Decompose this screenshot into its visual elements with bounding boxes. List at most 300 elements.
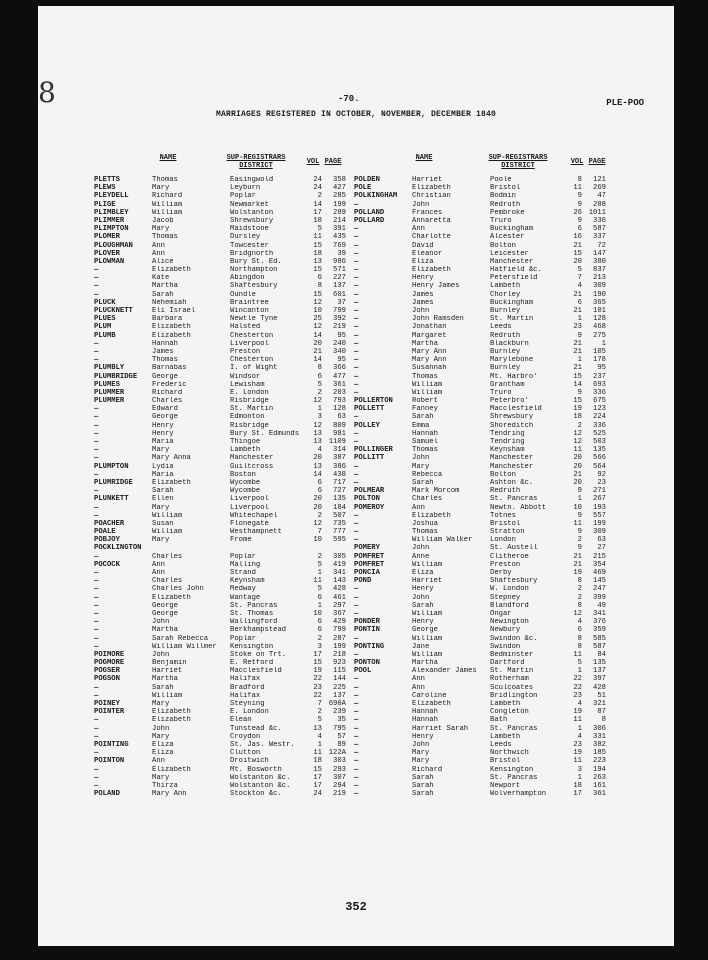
- entry-forename: William: [152, 511, 183, 520]
- entry-row: [354, 626, 614, 634]
- entry-district: Lewisham: [230, 380, 265, 389]
- entry-surname: —: [94, 634, 99, 643]
- entry-row: [354, 766, 614, 774]
- entry-volume: 21: [573, 307, 582, 315]
- entry-district: London: [490, 536, 516, 545]
- entry-volume: 17: [313, 781, 322, 790]
- entry-forename: Mary: [152, 184, 170, 193]
- entry-page: 1109: [328, 438, 346, 446]
- entry-page: 137: [333, 282, 346, 291]
- entry-district: Bolton: [490, 470, 516, 479]
- entry-volume: 7: [317, 528, 322, 537]
- entry-row: [94, 684, 354, 692]
- entry-surname: —: [354, 634, 359, 643]
- entry-row: [94, 749, 354, 757]
- entry-surname: POIMORE: [94, 650, 125, 659]
- entry-volume: 17: [313, 773, 322, 782]
- entry-surname: PLIMPTON: [94, 225, 129, 234]
- entry-surname: —: [94, 503, 99, 512]
- entry-page: 23: [597, 478, 606, 487]
- entry-volume: 1: [317, 569, 322, 577]
- entry-forename: Jacob: [152, 216, 174, 225]
- entry-district: E. Retford: [230, 659, 274, 668]
- entry-row: [94, 315, 354, 323]
- entry-volume: 6: [317, 274, 322, 283]
- entry-volume: 15: [313, 765, 322, 774]
- entry-surname: —: [94, 421, 99, 430]
- entry-volume: 1: [577, 667, 582, 676]
- entry-surname: —: [94, 577, 99, 586]
- entry-district: Preston: [490, 560, 521, 569]
- entry-page: 477: [333, 372, 346, 381]
- entry-forename: Sarah: [152, 290, 174, 299]
- entry-volume: 11: [313, 749, 322, 758]
- entry-district: Kensington: [490, 765, 534, 774]
- entry-row: [354, 487, 614, 495]
- entry-volume: 2: [577, 421, 582, 430]
- entry-page: 557: [593, 511, 606, 520]
- entry-page: 190: [593, 290, 606, 299]
- entry-forename: Charles John: [152, 585, 204, 594]
- entry-forename: Ellen: [152, 495, 174, 504]
- entry-surname: —: [94, 569, 99, 577]
- entry-volume: 1: [317, 740, 322, 749]
- entry-page: 223: [593, 757, 606, 766]
- entry-page: 427: [333, 184, 346, 193]
- entry-volume: 23: [573, 323, 582, 332]
- entry-surname: —: [94, 724, 99, 733]
- entry-forename: William: [152, 528, 183, 537]
- right-header-vol: VOL: [570, 158, 584, 166]
- entry-forename: Thomas: [412, 446, 438, 455]
- entry-row: [94, 463, 354, 471]
- entry-surname: POLLARD: [354, 216, 385, 225]
- entry-forename: Martha: [152, 282, 178, 291]
- entry-forename: Edward: [152, 405, 178, 414]
- entry-district: Leeds: [490, 323, 512, 332]
- entry-page: 137: [333, 691, 346, 700]
- entry-page: 95: [597, 364, 606, 373]
- entry-forename: Henry: [152, 429, 174, 438]
- entry-surname: —: [354, 749, 359, 758]
- entry-forename: William: [412, 650, 443, 659]
- entry-row: [94, 544, 354, 552]
- entry-district: Mt. Bosworth: [230, 765, 282, 774]
- entry-volume: 1: [577, 356, 582, 365]
- entry-forename: Sarah: [412, 781, 434, 790]
- entry-page: 199: [593, 519, 606, 528]
- entry-district: St. Thomas: [230, 609, 274, 618]
- entry-volume: 11: [573, 757, 582, 766]
- entry-row: [94, 733, 354, 741]
- entry-district: Poplar: [230, 634, 256, 643]
- entry-volume: 11: [573, 716, 582, 725]
- entry-row: [94, 536, 354, 544]
- entry-surname: PLUMRIDGE: [94, 478, 133, 487]
- entry-forename: William: [412, 388, 443, 397]
- entry-page: 337: [593, 233, 606, 242]
- entry-surname: —: [354, 413, 359, 422]
- entry-surname: —: [354, 519, 359, 528]
- entry-surname: —: [354, 724, 359, 733]
- entry-page: 585: [593, 634, 606, 643]
- entry-volume: 19: [573, 569, 582, 577]
- entry-surname: —: [354, 315, 359, 324]
- entry-surname: —: [94, 290, 99, 299]
- entry-district: Preston: [230, 347, 261, 356]
- entry-district: Wolstanton &c.: [230, 781, 291, 790]
- entry-district: Stratton: [490, 528, 525, 537]
- entry-page: 359: [593, 626, 606, 635]
- entry-forename: Mary: [152, 732, 170, 741]
- entry-district: Lambeth: [490, 732, 521, 741]
- entry-page: 386: [333, 462, 346, 471]
- entry-district: Halsted: [230, 323, 261, 332]
- entry-row: [94, 176, 354, 184]
- entry-page: 336: [593, 388, 606, 397]
- entry-surname: PONTING: [354, 642, 385, 651]
- entry-page: 399: [593, 593, 606, 602]
- entry-forename: Hannah: [412, 716, 438, 725]
- entry-row: [354, 282, 614, 290]
- entry-district: Strand: [230, 569, 256, 577]
- entry-surname: —: [94, 274, 99, 283]
- entry-district: Leeds: [490, 740, 512, 749]
- entry-forename: Eliza: [152, 749, 174, 758]
- entry-page: 354: [593, 560, 606, 569]
- entry-row: [94, 217, 354, 225]
- entry-row: [354, 266, 614, 274]
- entry-forename: John: [412, 307, 430, 315]
- entry-page: 215: [593, 552, 606, 561]
- entry-volume: 17: [313, 650, 322, 659]
- entry-row: [94, 340, 354, 348]
- entry-surname: PLOUGHMAN: [94, 241, 133, 250]
- entry-page: 314: [333, 446, 346, 455]
- entry-forename: George: [152, 413, 178, 422]
- entry-row: [94, 528, 354, 536]
- entry-forename: Elizabeth: [152, 478, 191, 487]
- entry-row: [354, 585, 614, 593]
- entry-forename: John Ramsden: [412, 315, 464, 324]
- left-header-district: SUP-REGISTRARS DISTRICT: [226, 154, 286, 170]
- entry-surname: —: [94, 642, 99, 651]
- entry-forename: Mary Ann: [412, 347, 447, 356]
- entry-page: 269: [593, 184, 606, 193]
- entry-surname: —: [94, 626, 99, 635]
- entry-surname: PLUNKETT: [94, 495, 129, 504]
- entry-district: Wantage: [230, 593, 261, 602]
- entry-volume: 8: [577, 176, 582, 184]
- entry-district: St. Austell: [490, 544, 538, 553]
- left-header-vol: VOL: [306, 158, 320, 166]
- entry-page: 285: [333, 192, 346, 201]
- entry-surname: —: [354, 716, 359, 725]
- entry-district: Flonegate: [230, 519, 269, 528]
- entry-forename: Harriet: [412, 176, 443, 184]
- entry-volume: 16: [573, 233, 582, 242]
- entry-district: Wolstanton &c.: [230, 773, 291, 782]
- entry-row: [94, 299, 354, 307]
- entry-forename: Sarah: [412, 601, 434, 610]
- entry-forename: Mary: [412, 749, 430, 758]
- entry-forename: Susannah: [412, 364, 447, 373]
- entry-surname: POLMEAR: [354, 487, 385, 496]
- entry-forename: George: [152, 372, 178, 381]
- entry-surname: POINTER: [94, 708, 125, 717]
- entry-forename: Eliza: [412, 569, 434, 577]
- entry-district: Bedminster: [490, 650, 534, 659]
- entry-forename: Annaretta: [412, 216, 451, 225]
- entry-district: Manchester: [490, 454, 534, 463]
- entry-page: 566: [593, 454, 606, 463]
- entry-page: 365: [593, 298, 606, 307]
- entry-page: 587: [593, 225, 606, 234]
- entry-volume: 14: [313, 356, 322, 365]
- entry-district: Abingdon: [230, 274, 265, 283]
- entry-row: [94, 700, 354, 708]
- entry-district: Lambeth: [490, 700, 521, 708]
- entry-forename: William: [152, 200, 183, 209]
- entry-row: [94, 553, 354, 561]
- entry-forename: William Walker: [412, 536, 473, 545]
- entry-forename: John: [412, 593, 430, 602]
- entry-volume: 3: [317, 413, 322, 422]
- entry-forename: George: [412, 626, 438, 635]
- entry-page: 690A: [328, 700, 346, 708]
- entry-surname: POLLITT: [354, 454, 385, 463]
- entry-surname: POLKINGHAM: [354, 192, 398, 201]
- entry-page: 199: [333, 642, 346, 651]
- entry-surname: POACHER: [94, 519, 125, 528]
- entry-volume: 13: [313, 462, 322, 471]
- entry-district: Stockton &c.: [230, 790, 282, 799]
- entry-page: 147: [593, 249, 606, 258]
- entry-page: 128: [593, 315, 606, 324]
- entry-volume: 22: [573, 675, 582, 684]
- entry-district: Shrewsbury: [490, 413, 534, 422]
- entry-volume: 12: [573, 438, 582, 446]
- left-header-name: NAME: [159, 154, 177, 162]
- entry-row: [94, 446, 354, 454]
- entry-page: 303: [333, 757, 346, 766]
- entry-surname: —: [354, 241, 359, 250]
- entry-district: Poplar: [230, 552, 256, 561]
- entry-district: Towcester: [230, 241, 269, 250]
- entry-row: [354, 332, 614, 340]
- entry-volume: 8: [577, 577, 582, 586]
- entry-page: 387: [333, 454, 346, 463]
- entry-district: Poplar: [230, 192, 256, 201]
- entry-page: 121: [593, 176, 606, 184]
- entry-district: Liverpool: [230, 495, 269, 504]
- entry-surname: PLUCKNETT: [94, 307, 133, 315]
- entry-page: 263: [593, 773, 606, 782]
- entry-surname: —: [94, 609, 99, 618]
- entry-row: [354, 225, 614, 233]
- entry-district: Manchester: [230, 454, 274, 463]
- entry-district: Chesterton: [230, 331, 274, 340]
- entry-row: [94, 332, 354, 340]
- entry-row: [354, 217, 614, 225]
- entry-surname: POBJOY: [94, 536, 120, 545]
- entry-volume: 15: [573, 372, 582, 381]
- entry-volume: 3: [317, 642, 322, 651]
- entry-row: [354, 610, 614, 618]
- entry-volume: 4: [317, 732, 322, 741]
- entry-row: [94, 790, 354, 798]
- entry-row: [94, 397, 354, 405]
- entry-forename: Elizabeth: [152, 323, 191, 332]
- entry-district: I. of Wight: [230, 364, 278, 373]
- entry-surname: POGSER: [94, 667, 120, 676]
- entry-page: 51: [597, 691, 606, 700]
- entry-row: [94, 716, 354, 724]
- entry-forename: Elizabeth: [152, 708, 191, 717]
- entry-surname: —: [94, 732, 99, 741]
- entry-district: Northampton: [230, 266, 278, 275]
- entry-forename: Martha: [152, 675, 178, 684]
- entry-page: 135: [333, 495, 346, 504]
- entry-row: [354, 176, 614, 184]
- entry-district: St. Pancras: [230, 601, 278, 610]
- entry-forename: John: [412, 454, 430, 463]
- entry-volume: 2: [317, 388, 322, 397]
- entry-surname: POLDEN: [354, 176, 380, 184]
- entry-district: Stoke on Trt.: [230, 650, 287, 659]
- entry-district: Wycombe: [230, 487, 261, 496]
- entry-surname: —: [354, 765, 359, 774]
- entry-row: [354, 463, 614, 471]
- entry-row: [354, 446, 614, 454]
- entry-row: [94, 504, 354, 512]
- entry-page: 587: [593, 642, 606, 651]
- entry-surname: POLLEY: [354, 421, 380, 430]
- entry-district: Frome: [230, 536, 252, 545]
- entry-page: 336: [593, 216, 606, 225]
- entry-page: 309: [593, 528, 606, 537]
- entry-volume: 8: [577, 642, 582, 651]
- right-header-name: NAME: [415, 154, 433, 162]
- entry-row: [354, 307, 614, 315]
- entry-district: Bristol: [490, 757, 521, 766]
- entry-volume: 18: [573, 781, 582, 790]
- entry-forename: Harriet: [412, 577, 443, 586]
- entry-forename: Nehemiah: [152, 298, 187, 307]
- entry-district: Bristol: [490, 519, 521, 528]
- entry-surname: —: [354, 274, 359, 283]
- entry-row: [354, 544, 614, 552]
- entry-page: 837: [593, 266, 606, 275]
- entry-page: 105: [593, 347, 606, 356]
- entry-surname: —: [354, 331, 359, 340]
- entry-district: Boston: [230, 470, 256, 479]
- entry-district: Bristol: [490, 184, 521, 193]
- entry-forename: Eleanor: [412, 249, 443, 258]
- entry-row: [354, 618, 614, 626]
- entry-volume: 12: [313, 298, 322, 307]
- entry-forename: James: [412, 298, 434, 307]
- entry-forename: Thomas: [152, 176, 178, 184]
- entry-page: 468: [593, 323, 606, 332]
- entry-surname: —: [354, 372, 359, 381]
- entry-forename: Martha: [412, 659, 438, 668]
- entry-forename: Thomas: [152, 356, 178, 365]
- entry-forename: Caroline: [412, 691, 447, 700]
- entry-page: 1: [601, 339, 606, 348]
- entry-district: E. London: [230, 388, 269, 397]
- entry-volume: 6: [577, 626, 582, 635]
- entry-district: W. London: [490, 585, 529, 594]
- entry-page: 137: [593, 667, 606, 676]
- entry-surname: —: [94, 454, 99, 463]
- entry-surname: —: [94, 781, 99, 790]
- entry-page: 307: [333, 773, 346, 782]
- entry-surname: POLE: [354, 184, 372, 193]
- entry-page: 213: [593, 274, 606, 283]
- entry-surname: POINTING: [94, 740, 129, 749]
- entry-volume: 21: [573, 560, 582, 569]
- entry-row: [94, 413, 354, 421]
- entry-district: Bodmin: [490, 192, 516, 201]
- entry-volume: 15: [313, 659, 322, 668]
- entry-page: 225: [333, 683, 346, 692]
- entry-district: Buckingham: [490, 225, 534, 234]
- entry-forename: James: [152, 347, 174, 356]
- entry-volume: 1: [577, 773, 582, 782]
- entry-surname: POMFRET: [354, 552, 385, 561]
- entry-district: Bolton: [490, 241, 516, 250]
- entry-surname: POALE: [94, 528, 116, 537]
- entry-volume: 22: [313, 675, 322, 684]
- entry-forename: Eliza: [152, 740, 174, 749]
- entry-row: [94, 561, 354, 569]
- entry-surname: —: [354, 536, 359, 545]
- entry-page: 123: [593, 405, 606, 414]
- entry-page: 101: [593, 307, 606, 315]
- entry-forename: Elizabeth: [412, 266, 451, 275]
- entry-district: Blandford: [490, 601, 529, 610]
- entry-page: 115: [333, 667, 346, 676]
- entry-forename: Ann: [152, 249, 165, 258]
- entry-page: 341: [593, 609, 606, 618]
- entry-volume: 5: [317, 560, 322, 569]
- entry-row: [354, 700, 614, 708]
- entry-surname: —: [94, 552, 99, 561]
- entry-surname: PLUMMER: [94, 397, 125, 406]
- entry-volume: 24: [313, 790, 322, 799]
- entry-forename: Charles: [412, 495, 443, 504]
- entry-forename: Ann: [152, 569, 165, 577]
- entry-district: Shoreditch: [490, 421, 534, 430]
- entry-district: Newmarket: [230, 200, 269, 209]
- entry-volume: 6: [317, 372, 322, 381]
- right-column: [354, 176, 614, 798]
- entry-row: [354, 413, 614, 421]
- entry-volume: 21: [573, 347, 582, 356]
- entry-volume: 9: [577, 388, 582, 397]
- entry-volume: 18: [573, 413, 582, 422]
- entry-surname: —: [354, 388, 359, 397]
- entry-page: 219: [333, 790, 346, 799]
- entry-forename: Mary: [412, 462, 430, 471]
- entry-row: [94, 323, 354, 331]
- entry-district: St. Pancras: [490, 495, 538, 504]
- entry-forename: Richard: [152, 388, 183, 397]
- entry-forename: Charles: [152, 397, 183, 406]
- entry-district: Halifax: [230, 675, 261, 684]
- entry-district: Manchester: [490, 462, 534, 471]
